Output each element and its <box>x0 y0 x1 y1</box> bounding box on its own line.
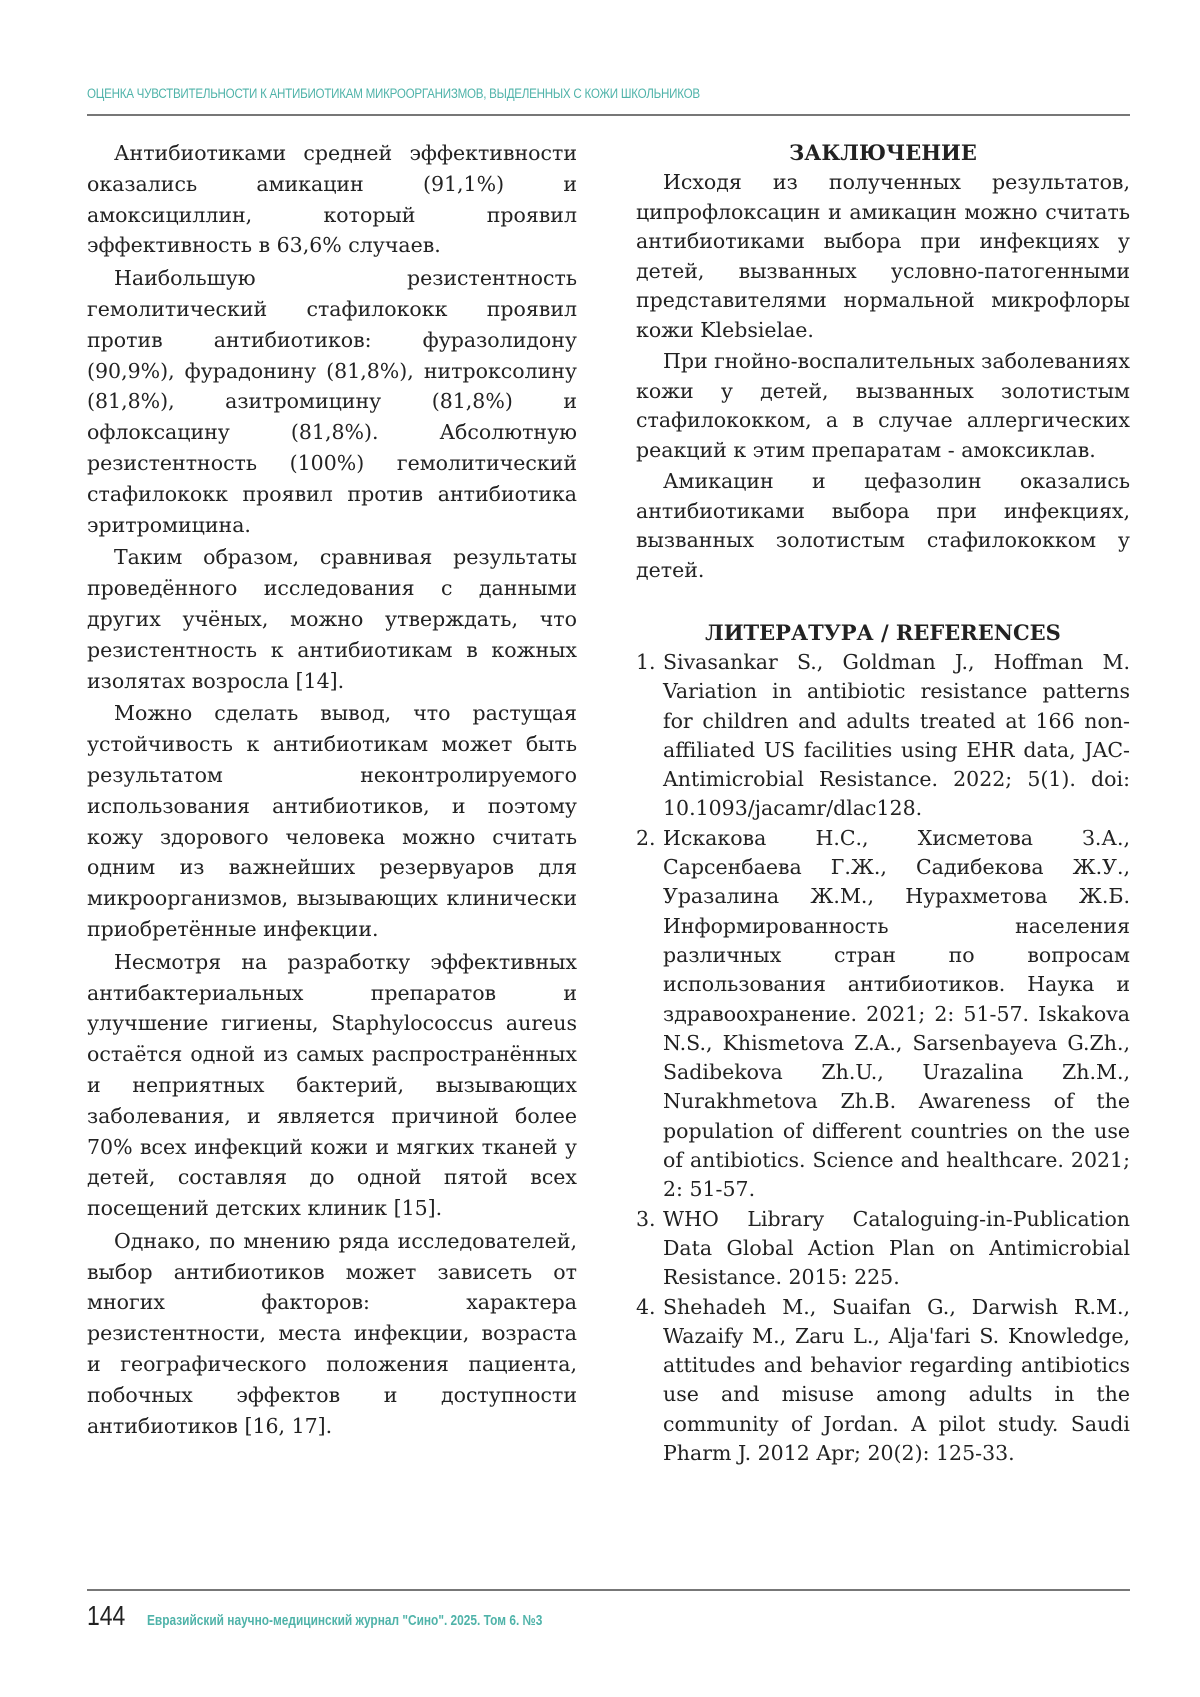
reference-text: Shehadeh M., Suaifan G., Darwish R.M., Wazaify M., Zaru L., Alja'fari S. Knowledge, attitudes and behavior regarding antibiotics use and misuse among adults in the community of Jordan. A pilot study. Saudi Pharm J. 2012 Apr; 20(2): 125-33. <box>663 1295 1130 1465</box>
reference-number: 2. <box>636 824 656 853</box>
reference-text: WHO Library Cataloguing-in-Publication Data Global Action Plan on Antimicrobial Resistance. 2015: 225. <box>663 1207 1130 1290</box>
reference-text: Sivasankar S., Goldman J., Hoffman M. Variation in antibiotic resistance patterns for children and adults treated at 166 non-affiliated US facilities using EHR data, JAC-Antimicrobial Resistance. 2022; 5(1). doi: 10.1093/jacamr/dlac128. <box>663 650 1130 820</box>
references-list <box>636 648 1130 1468</box>
reference-number: 4. <box>636 1293 656 1322</box>
journal-title: Евразийский научно-медицинский журнал "Сино". 2025. Том 6. №3 <box>147 1613 542 1629</box>
reference-number: 3. <box>636 1205 656 1234</box>
reference-item <box>636 1293 1130 1469</box>
reference-text: Искакова Н.С., Хисметова З.А., Сарсенбаева Г.Ж., Садибекова Ж.У., Уразалина Ж.М., Нурахметова Ж.Б. Информированность населения различных стран по вопросам использования антибиотиков. Наука и здравоохранение. 2021; 2: 51-57. Iskakova N.S., Khismetova Z.A., Sarsenbayeva G.Zh., Sadibekova Zh.U., Urazalina Zh.M., Nurakhmetova Zh.B. Awareness of the population of different countries on the use of antibiotics. Science and healthcare. 2021; 2: 51-57. <box>663 826 1130 1202</box>
running-title: ОЦЕНКА ЧУВСТВИТЕЛЬНОСТИ К АНТИБИОТИКАМ МИКРООРГАНИЗМОВ, ВЫДЕЛЕННЫХ С КОЖИ ШКОЛЬНИКОВ <box>87 86 700 101</box>
page-number: 144 <box>87 1600 136 1632</box>
reference-number: 1. <box>636 648 656 677</box>
paragraph: Антибиотиками средней эффективности оказались амикацин (91,1%) и амоксициллин, который проявил эффективность в 63,6% случаев. <box>87 138 577 261</box>
paragraph: Несмотря на разработку эффективных антибактериальных препаратов и улучшение гигиены, Staphylococcus aureus остаётся одной из самых распространённых и неприятных бактерий, вызывающих заболевания, и является причиной более 70% всех инфекций кожи и мягких тканей у детей, составляя до одной пятой всех посещений детских клиник [15]. <box>87 947 577 1224</box>
paragraph: Однако, по мнению ряда исследователей, выбор антибиотиков может зависеть от многих факторов: характера резистентности, места инфекции, возраста и географического положения пациента, побочных эффектов и доступности антибиотиков [16, 17]. <box>87 1226 577 1442</box>
paragraph: Исходя из полученных результатов, ципрофлоксацин и амикацин можно считать антибиотиками выбора при инфекциях у детей, вызванных условно-патогенными представителями нормальной микрофлоры кожи Klebsielae. <box>636 168 1130 345</box>
reference-item <box>636 824 1130 1205</box>
reference-item <box>636 648 1130 824</box>
header-divider <box>87 114 1130 116</box>
reference-item <box>636 1205 1130 1293</box>
right-column <box>636 138 1130 1468</box>
conclusion-heading: ЗАКЛЮЧЕНИЕ <box>636 138 1130 168</box>
paragraph: Наибольшую резистентность гемолитический стафилококк проявил против антибиотиков: фуразолидону (90,9%), фурадонину (81,8%), нитроксолину (81,8%), азитромицину (81,8%) и офлоксацину (81,8%). Абсолютную резистентность (100%) гемолитический стафилококк проявил против антибиотика эритромицина. <box>87 263 577 540</box>
paragraph: Таким образом, сравнивая результаты проведённого исследования с данными других учёных, можно утверждать, что резистентность к антибиотикам в кожных изолятах возросла [14]. <box>87 542 577 696</box>
references-heading: ЛИТЕРАТУРА / REFERENCES <box>636 618 1130 648</box>
footer <box>87 1600 629 1632</box>
left-column <box>87 138 577 1441</box>
footer-divider <box>87 1589 1130 1591</box>
paragraph: При гнойно-воспалительных заболеваниях кожи у детей, вызванных золотистым стафилококком, а в случае аллергических реакций к этим препаратам - амоксиклав. <box>636 347 1130 465</box>
paragraph: Амикацин и цефазолин оказались антибиотиками выбора при инфекциях, вызванных золотистым стафилококком у детей. <box>636 467 1130 585</box>
paragraph: Можно сделать вывод, что растущая устойчивость к антибиотикам может быть результатом неконтролируемого использования антибиотиков, и поэтому кожу здорового человека можно считать одним из важнейших резервуаров для микроорганизмов, вызывающих клинически приобретённые инфекции. <box>87 698 577 944</box>
